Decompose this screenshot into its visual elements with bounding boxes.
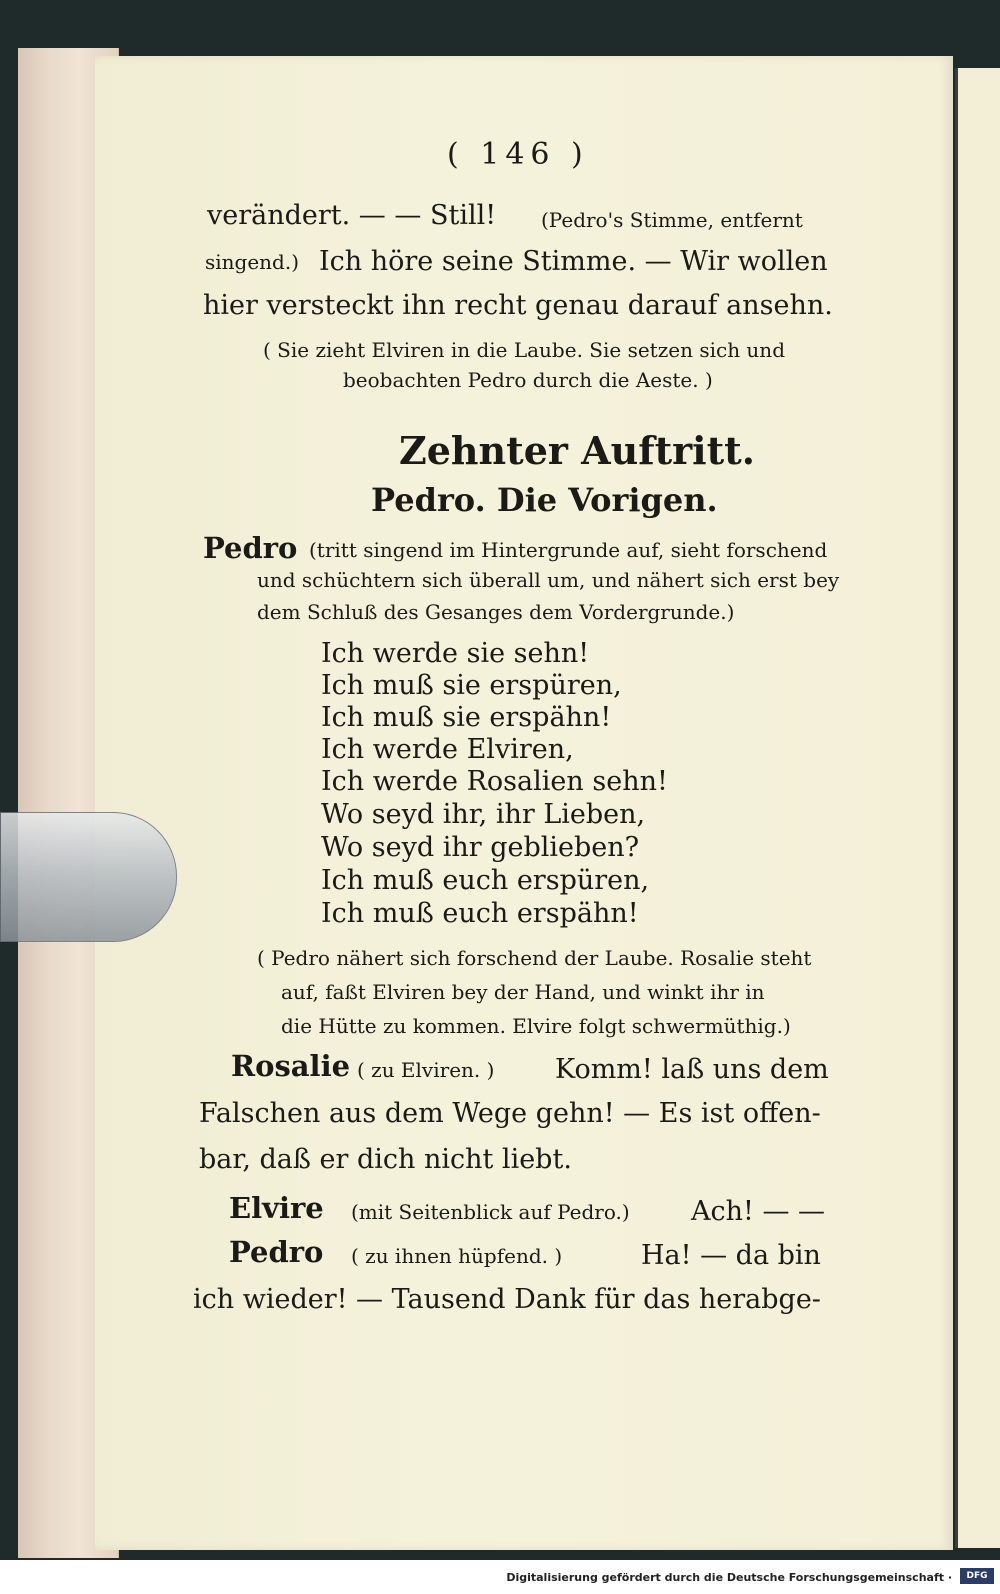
stage-direction-inline-2: singend.): [205, 250, 300, 274]
verse-line: Ich muß sie erspüren,: [321, 670, 622, 701]
dfg-logo-icon: DFG: [960, 1568, 994, 1584]
stage-direction-2c: die Hütte zu kommen. Elvire folgt schwermüthig.): [281, 1014, 791, 1038]
verse-line: Ich werde sie sehn!: [321, 638, 590, 669]
speaker-pedro: Pedro: [203, 531, 298, 565]
text-line-3: hier versteckt ihn recht genau darauf ansehn.: [203, 290, 833, 321]
speaker-elvire: Elvire: [229, 1191, 324, 1225]
verse-line: Ich werde Elviren,: [321, 734, 574, 765]
stage-direction-1b: beobachten Pedro durch die Aeste. ): [343, 368, 713, 392]
rosalie-line-c: bar, daß er dich nicht liebt.: [199, 1144, 572, 1175]
stage-direction-rosalie: ( zu Elviren. ): [357, 1058, 495, 1082]
adjacent-page-strip: [955, 68, 1000, 1548]
footer-credit: Digitalisierung gefördert durch die Deutsche Forschungsgemeinschaft ·: [506, 1571, 952, 1584]
rosalie-line-b: Falschen aus dem Wege gehn! — Es ist offen-: [199, 1098, 821, 1129]
stage-direction-pedro-2: ( zu ihnen hüpfend. ): [351, 1244, 563, 1268]
page-number: ( 146 ): [447, 137, 589, 172]
pedro-line-b: ich wieder! — Tausend Dank für das herabge-: [193, 1284, 821, 1315]
verse-line: Wo seyd ihr, ihr Lieben,: [321, 799, 646, 830]
elvire-line-a: Ach! — —: [691, 1196, 826, 1227]
stage-direction-elvire: (mit Seitenblick auf Pedro.): [351, 1200, 630, 1224]
characters-heading: Pedro. Die Vorigen.: [371, 481, 718, 519]
footer-bar: [0, 1562, 1000, 1594]
stage-direction-inline-1: (Pedro's Stimme, entfernt: [541, 208, 803, 232]
rosalie-line-a: Komm! laß uns dem: [555, 1054, 829, 1085]
book-page: [95, 56, 953, 1550]
text-line-1a: verändert. — — Still!: [207, 200, 497, 231]
pedro-line-a: Ha! — da bin: [641, 1240, 821, 1271]
stage-direction-2b: auf, faßt Elviren bey der Hand, und winkt ihr in: [281, 980, 765, 1004]
stage-direction-pedro-c: dem Schluß des Gesanges dem Vordergrunde.): [257, 600, 735, 624]
verse-line: Ich werde Rosalien sehn!: [321, 766, 668, 797]
stage-direction-2a: ( Pedro nähert sich forschend der Laube. Rosalie steht: [257, 946, 812, 970]
verse-line: Ich muß euch erspähn!: [321, 898, 639, 929]
verse-line: Ich muß euch erspüren,: [321, 865, 650, 896]
stage-direction-pedro-a: (tritt singend im Hintergrunde auf, sieht forschend: [309, 538, 828, 562]
speaker-pedro-2: Pedro: [229, 1235, 324, 1269]
stage-direction-pedro-b: und schüchtern sich überall um, und nähert sich erst bey: [257, 568, 840, 592]
verse-line: Ich muß sie erspähn!: [321, 702, 612, 733]
stage-direction-1a: ( Sie zieht Elviren in die Laube. Sie setzen sich und: [263, 338, 785, 362]
speaker-rosalie: Rosalie: [231, 1049, 351, 1083]
verse-line: Wo seyd ihr geblieben?: [321, 832, 640, 863]
scene-heading: Zehnter Auftritt.: [399, 428, 755, 473]
scanner-clamp: [0, 812, 177, 942]
text-line-2: Ich höre seine Stimme. — Wir wollen: [319, 246, 828, 277]
